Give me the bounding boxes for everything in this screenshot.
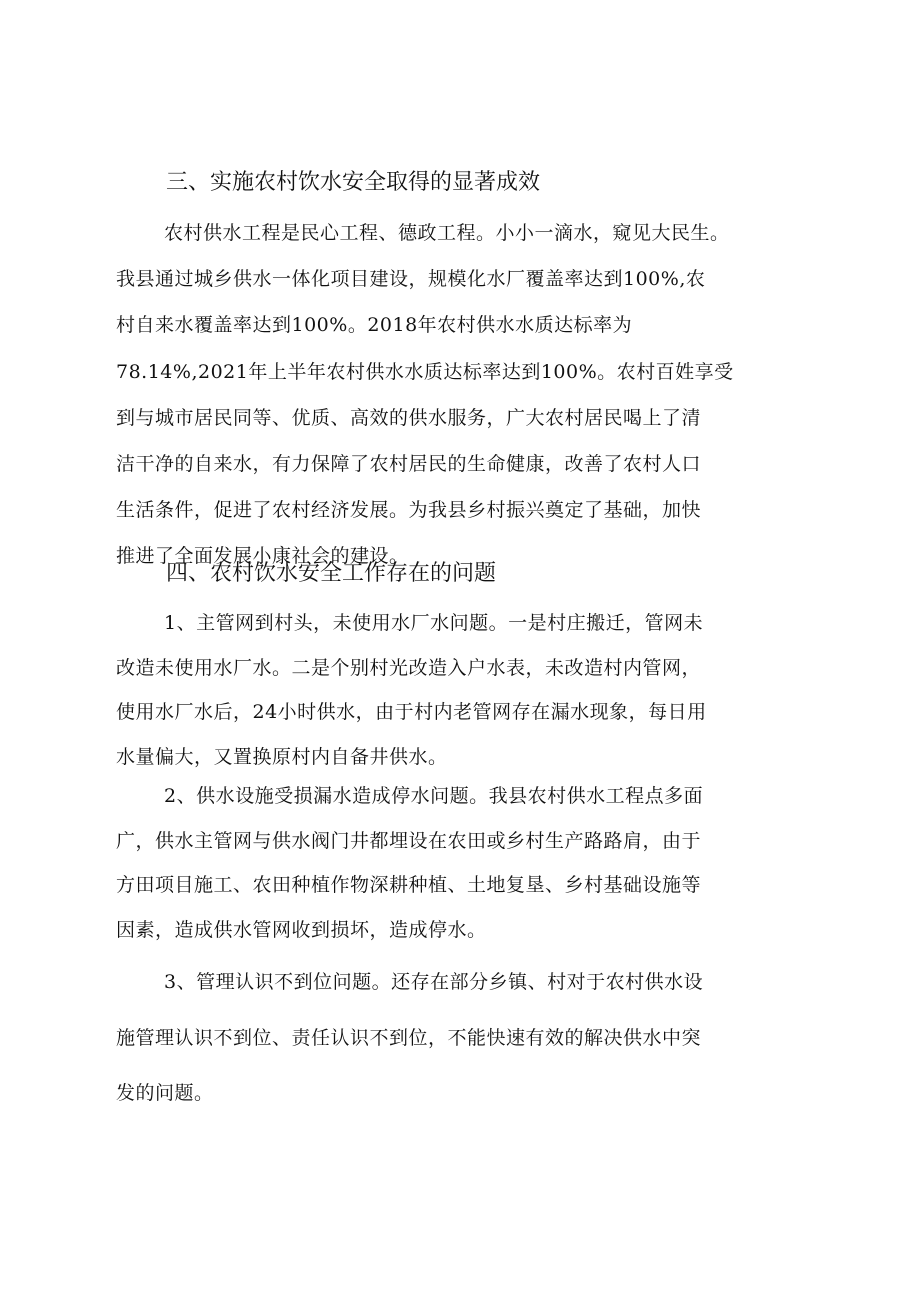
text-line: 到与城市居民同等、优质、高效的供水服务，广大农村居民喝上了清: [116, 406, 702, 429]
text-line: 2、供水设施受损漏水造成停水问题。我县农村供水工程点多面: [164, 785, 704, 807]
text-line: 使用水厂水后，24小时供水，由于村内老管网存在漏水现象，每日用: [116, 701, 707, 723]
text-line: 村自来水覆盖率达到100%。2018年农村供水水质达标率为: [116, 314, 633, 337]
text-line: 方田项目施工、农田种植作物深耕种植、土地复垦、乡村基础设施等: [116, 874, 702, 896]
text-line: 3、管理认识不到位问题。还存在部分乡镇、村对于农村供水设: [164, 971, 704, 993]
text-line: 广，供水主管网与供水阀门井都埋设在农田或乡村生产路路肩，由于: [116, 829, 702, 852]
text-line: 农村供水工程是民心工程、德政工程。小小一滴水，窥见大民生。: [164, 222, 730, 244]
issue-1-paragraph: [116, 601, 806, 779]
issue-3-paragraph: [116, 955, 806, 1122]
text-line: 我县通过城乡供水一体化项目建设，规模化水厂覆盖率达到100%,农: [116, 268, 706, 291]
text-line: 因素，造成供水管网收到损坏，造成停水。: [116, 918, 487, 941]
issue-2-paragraph: [116, 774, 806, 952]
text-line: 洁干净的自来水，有力保障了农村居民的生命健康，改善了农村人口: [116, 453, 702, 476]
section-4-heading: 四、农村饮水安全工作存在的问题: [166, 561, 497, 586]
text-line: 78.14%,2021年上半年农村供水水质达标率达到100%。农村百姓享受: [116, 360, 734, 383]
section-3-heading: 三、实施农村饮水安全取得的显著成效: [166, 170, 541, 195]
text-line: 1、主管网到村头，未使用水厂水问题。一是村庄搬迁，管网未: [164, 612, 704, 634]
text-line: 施管理认识不到位、责任认识不到位，不能快速有效的解决供水中突: [116, 1026, 702, 1049]
text-line: 生活条件，促进了农村经济发展。为我县乡村振兴奠定了基础，加快: [116, 499, 702, 522]
text-line: 推进了全面发展小康社会的建设。: [116, 545, 409, 568]
text-line: 水量偏大，又置换原村内自备井供水。: [116, 745, 448, 768]
section-3-paragraph: [116, 210, 806, 580]
text-line: 改造未使用水厂水。二是个别村光改造入户水表，未改造村内管网，: [116, 656, 702, 679]
text-line: 发的问题。: [116, 1082, 214, 1104]
